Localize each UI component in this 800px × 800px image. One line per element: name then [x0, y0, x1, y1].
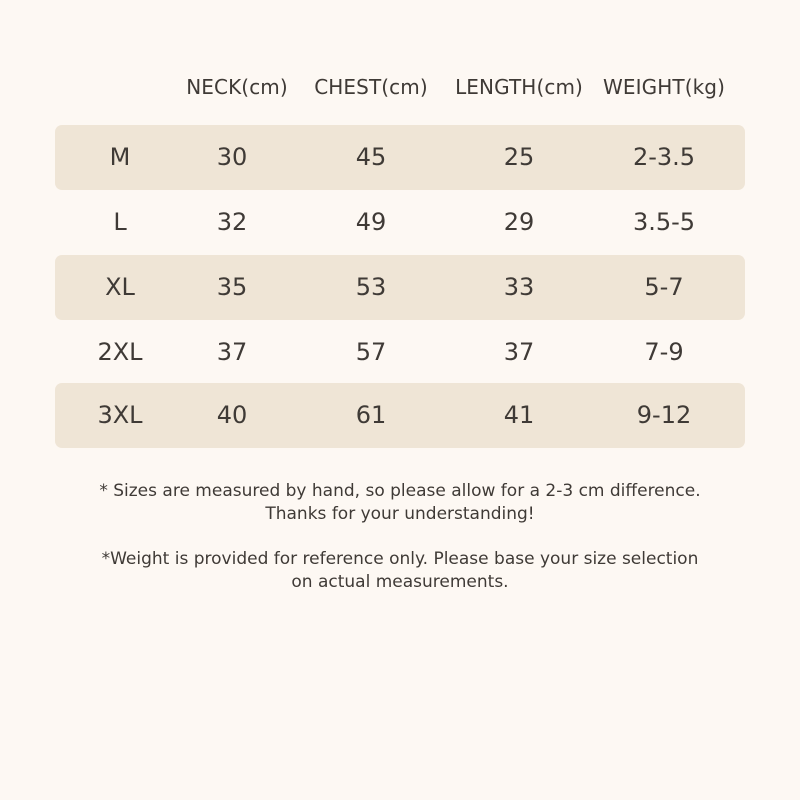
length-cell: 41 — [503, 401, 535, 429]
size-cell: XL — [105, 273, 135, 301]
header-chest: CHEST(cm) — [314, 75, 428, 99]
length-cell: 37 — [503, 338, 535, 366]
length-cell: 25 — [503, 143, 535, 171]
weight-cell: 2-3.5 — [632, 143, 696, 171]
weight-cell: 3.5-5 — [632, 208, 696, 236]
size-cell: 3XL — [97, 401, 143, 429]
neck-cell: 30 — [216, 143, 248, 171]
header-neck: NECK(cm) — [186, 75, 288, 99]
chest-cell: 61 — [355, 401, 387, 429]
weight-note-line: on actual measurements. — [291, 572, 509, 592]
neck-cell: 32 — [216, 208, 248, 236]
size-chart — [55, 65, 745, 429]
weight-cell: 9-12 — [636, 401, 692, 429]
header-length: LENGTH(cm) — [455, 75, 583, 99]
weight-cell: 5-7 — [644, 273, 684, 301]
size-cell: M — [109, 143, 131, 171]
neck-cell: 40 — [216, 401, 248, 429]
size-cell: 2XL — [97, 338, 143, 366]
table-row — [55, 125, 745, 190]
table-row — [55, 255, 745, 320]
measurement-note-line: Thanks for your understanding! — [265, 504, 535, 524]
chest-cell: 57 — [355, 338, 387, 366]
weight-cell: 7-9 — [644, 338, 684, 366]
neck-cell: 37 — [216, 338, 248, 366]
size-cell: L — [113, 208, 127, 236]
table-row — [55, 383, 745, 448]
weight-note — [0, 548, 800, 594]
header-weight: WEIGHT(kg) — [603, 75, 725, 99]
chest-cell: 49 — [355, 208, 387, 236]
table-row — [55, 190, 745, 255]
length-cell: 29 — [503, 208, 535, 236]
length-cell: 33 — [503, 273, 535, 301]
measurement-note-line: * Sizes are measured by hand, so please allow for a 2-3 cm difference. — [99, 481, 701, 501]
chest-cell: 45 — [355, 143, 387, 171]
weight-note-line: *Weight is provided for reference only. Please base your size selection — [101, 549, 699, 569]
chest-cell: 53 — [355, 273, 387, 301]
table-row — [55, 320, 745, 385]
neck-cell: 35 — [216, 273, 248, 301]
notes — [0, 480, 800, 616]
table-header — [55, 65, 745, 113]
measurement-note — [0, 480, 800, 526]
